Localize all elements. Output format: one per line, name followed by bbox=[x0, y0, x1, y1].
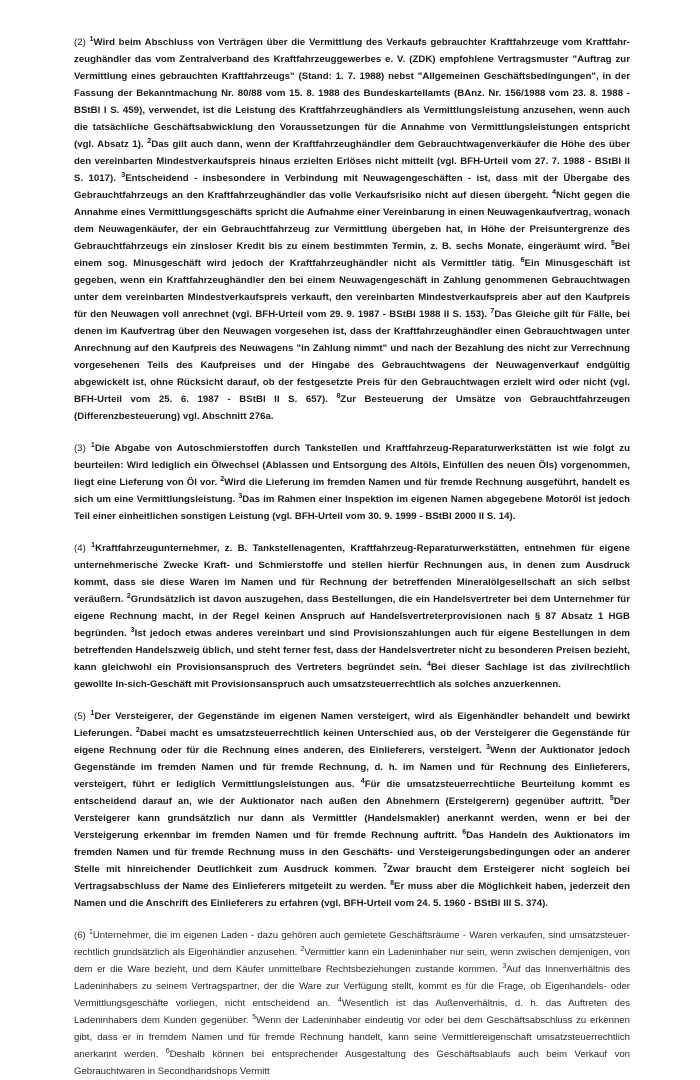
sentence-text: Ist jedoch etwas anderes vereinbart und sind Provisionszahlungen auch für eigene Bestellungen in dem betreffenden Handelszweig üblich, und steht ferner fest, dass der Handelsvertreter nicht zu besonderen Preisen bezieht, kann gleichwohl ein Provisionsanspruch des Vertreters begründet sein. bbox=[74, 628, 630, 673]
sentence-text: Entscheidend - insbesondere in Verbindung mit Neuwagengeschäften - ist, dass mit der Übergabe des Gebrauchtfahrzeugs an den Kraftfahrzeughändler das volle Verkaufsrisiko nicht auf diesen übergeht. bbox=[74, 173, 630, 201]
sentence-number: 1 bbox=[91, 542, 96, 549]
sentence-text: Auf das Innenverhältnis des Ladeninhabers zu seinem Vertragspartner, der die Ware zur Verfügung stellt, kommt es für die Frage, ob Eigenhandels- oder Vermittlungsgeschäfte vorliegen, nicht entscheidend an. bbox=[74, 964, 631, 1009]
sentence-text: Der Versteigerer kann grundsätzlich nur dann als Vermittler (Handelsmakler) anerkannt werden, wenn er bei der Versteigerung erkennbar im fremden Namen und für fremde Rechnung auftritt. bbox=[74, 796, 630, 841]
sentence-number: 7 bbox=[490, 308, 495, 315]
sentence-number: 6 bbox=[165, 1048, 170, 1055]
sentence-number: 2 bbox=[126, 593, 131, 600]
sentence-number: 5 bbox=[610, 240, 615, 247]
paragraph-4 bbox=[74, 540, 630, 693]
paragraph-6 bbox=[74, 927, 630, 1080]
paragraph-number: (4) bbox=[74, 543, 86, 554]
sentence-text: Zwar braucht dem Ersteigerer nicht sogleich bei Vertragsabschluss der Name des Einlieferers mitgeteilt zu werden. bbox=[74, 864, 630, 892]
sentence-number: 2 bbox=[220, 476, 225, 483]
sentence-text: Wenn der Auktionator jedoch Gegenstände im fremden Namen und für fremde Rechnung, d. h. im Namen und für Rechnung des Einlieferers, versteigert, führt er lediglich Vermittlungsleistungen aus. bbox=[74, 745, 630, 790]
sentence-number: 1 bbox=[88, 929, 93, 936]
sentence-text: Das Handeln des Auktionators im fremden Namen und für fremde Rechnung muss in den Geschäfts- und Versteigerungsbedingungen oder an anderer Stelle mit hinreichender Deutlichkeit zum Ausdruck kommen. bbox=[74, 830, 631, 875]
sentence-text: Zur Besteuerung der Umsätze von Gebrauchtfahrzeugen (Differenzbesteuerung) vgl. Abschnitt 276a. bbox=[74, 394, 630, 422]
paragraph-number: (3) bbox=[74, 443, 86, 454]
sentence-number: 6 bbox=[520, 257, 525, 264]
sentence-number: 3 bbox=[121, 172, 126, 179]
sentence-number: 2 bbox=[147, 138, 152, 145]
sentence-text: Wesentlich ist das Außenverhältnis, d. h. das Auftreten des Ladeninhabers dem Kunden gegenüber. bbox=[74, 998, 630, 1026]
sentence-number: 8 bbox=[390, 880, 395, 887]
sentence-text: Das Gleiche gilt für Fälle, bei denen im Kaufvertrag über den Neuwagen vorgesehen ist, dass der Kraftfahrzeughändler einen Gebrauchtwagen unter Anrechnung auf den Kaufpreis des Neuwagens "in Zahlung nimmt" und nach der Bezahlung des nicht zur Verrechnung vorgesehenen Teils des Kaufpreises und der Hingabe des Gebrauchtwagens der Neuwagenverkauf endgültig abgewickelt ist, ohne Rücksicht darauf, ob der festgesetzte Preis für den Gebrauchtwagen erzielt wird oder nicht (vgl. BFH-Urteil vom 25. 6. 1987 - BStBl II S. 657). bbox=[74, 309, 630, 405]
sentence-text: Dabei macht es umsatzsteuerrechtlich keinen Unterschied aus, ob der Versteigerer die Gegenstände für eigene Rechnung oder für die Rechnung eines anderen, des Einlieferers, versteigert. bbox=[74, 728, 631, 756]
sentence-number: 1 bbox=[90, 442, 95, 449]
paragraph-2 bbox=[74, 34, 630, 425]
sentence-text: Vermittler kann ein Ladeninhaber nur sein, wenn zwischen demjenigen, von dem er die Ware bezieht, und dem Käufer unmittelbare Rechtsbeziehungen zustande kommen. bbox=[74, 947, 630, 975]
sentence-text: Das im Rahmen einer Inspektion im eigenen Namen abgegebene Motoröl ist jedoch Teil einer einheitlichen sonstigen Leistung (vgl. BFH-Urteil vom 30. 9. 1999 - BStBl 2000 II S. 14). bbox=[74, 494, 630, 522]
paragraph-number: (5) bbox=[74, 711, 86, 722]
sentence-number: 2 bbox=[135, 727, 140, 734]
sentence-text: Kraftfahrzeugunternehmer, z. B. Tankstellenagenten, Kraftfahrzeug-Reparaturwerkstätten, entnehmen für eigene unternehmerische Zwecke Kraft- und Schmierstoffe und stellen hierfür Rechnungen aus, in denen zum Ausdruck kommt, dass sie diese Waren im Namen und für Rechnung der betreffenden Mineralölgesellschaft an sich selbst veräußern. bbox=[74, 543, 630, 605]
sentence-number: 4 bbox=[426, 661, 431, 668]
sentence-text: Bei dieser Sachlage ist das zivilrechtlich gewollte In-sich-Geschäft mit Provisionsanspruch auch umsatzsteuerrechtlich als solches anzuerkennen. bbox=[74, 662, 631, 690]
sentence-text: Wird die Lieferung im fremden Namen und für fremde Rechnung ausgeführt, handelt es sich um eine Vermittlungsleistung. bbox=[74, 477, 630, 505]
paragraph-3 bbox=[74, 440, 630, 525]
sentence-text: Das gilt auch dann, wenn der Kraftfahrzeughändler dem Gebrauchtwagenverkäufer die Höhe des über den vereinbarten Mindestverkaufspreis hinaus erzielten Erlöses nicht mitteilt (vgl. BFH-Urteil vom 27. 7. 1988 - BStBl II S. 1017). bbox=[74, 139, 630, 184]
sentence-number: 3 bbox=[238, 493, 243, 500]
sentence-text: Ein Minusgeschäft ist gegeben, wenn ein Kraftfahrzeughändler den bei einem Neuwagengeschäft in Zahlung genommenen Gebrauchtwagen unter dem vereinbarten Mindestverkaufspreis verkauft, den vereinbarten Mindestverkaufspreis aber auf den Kaufpreis für den Neuwagen voll anrechnet (vgl. BFH-Urteil vom 29. 9. 1987 - BStBl 1988 II S. 153). bbox=[74, 258, 631, 320]
paragraph-number: (2) bbox=[74, 37, 86, 48]
sentence-text: Wenn der Ladeninhaber eindeutig vor oder bei dem Geschäftsabschluss zu erkennen gibt, dass er in fremdem Namen und für fremde Rechnung handelt, kann seine Vermittlereigenschaft umsatzsteuerrechtlich anerkannt werden. bbox=[74, 1015, 630, 1060]
sentence-number: 3 bbox=[502, 963, 507, 970]
sentence-text: Er muss aber die Möglichkeit haben, jederzeit den Namen und die Anschrift des Einlieferers zu erfahren (vgl. BFH-Urteil vom 24. 5. 1960 - BStBl III S. 374). bbox=[74, 881, 630, 909]
sentence-number: 5 bbox=[609, 795, 614, 802]
sentence-number: 8 bbox=[336, 393, 341, 400]
sentence-text: Der Versteigerer, der Gegenstände im eigenen Namen versteigert, wird als Eigenhändler behandelt und bewirkt Lieferungen. bbox=[74, 711, 630, 739]
sentence-number: 1 bbox=[90, 710, 95, 717]
sentence-number: 2 bbox=[300, 946, 305, 953]
sentence-text: Deshalb können bei entsprechender Ausgestaltung des Geschäftsablaufs auch beim Verkauf von Gebrauchtwaren in Secondhandshops Vermitt bbox=[74, 1049, 630, 1077]
sentence-text: Unternehmer, die im eigenen Laden - dazu gehören auch gemietete Geschäftsräume - Waren verkaufen, sind umsatzsteuerrechtlich grundsätzlich als Eigenhändler anzusehen. bbox=[74, 930, 630, 958]
sentence-text: Grundsätzlich ist davon auszugehen, dass Bestellungen, die ein Handelsvertreter bei dem Unternehmer für eigene Rechnung macht, in der Regel keinen Anspruch auf Handelsvertreterprovisionen nach § 87 Absatz 1 HGB begründen. bbox=[74, 594, 631, 639]
sentence-number: 3 bbox=[130, 627, 135, 634]
sentence-number: 4 bbox=[337, 997, 342, 1004]
sentence-number: 4 bbox=[552, 189, 557, 196]
sentence-text: Die Abgabe von Autoschmierstoffen durch Tankstellen und Kraftfahrzeug-Reparaturwerkstätten ist wie folgt zu beurteilen: Wird lediglich ein Ölwechsel (Ablassen und Entsorgung des Altöls, Einfüllen des neuen Öls) vorgenommen, liegt eine Lieferung von Öl vor. bbox=[74, 443, 631, 488]
sentence-number: 6 bbox=[462, 829, 467, 836]
sentence-number: 7 bbox=[383, 863, 388, 870]
sentence-text: Für die umsatzsteuerrechtliche Beurteilung kommt es entscheidend darauf an, wie der Auktionator nach außen den Abnehmern (Ersteigerern) gegenüber auftritt. bbox=[74, 779, 630, 807]
paragraph-5 bbox=[74, 708, 630, 912]
sentence-text: Bei einem sog. Minusgeschäft wird jedoch der Kraftfahrzeughändler nicht als Vermittler tätig. bbox=[74, 241, 630, 269]
sentence-text: Nicht gegen die Annahme eines Vermittlungsgeschäfts spricht die Aufnahme einer Vereinbarung in einen Neuwagenkaufvertrag, wonach dem Neuwagenkäufer, der ein Gebrauchtfahrzeug zur Vermittlung übergeben hat, in Höhe der Preisuntergrenze des Gebrauchtfahrzeugs ein zinsloser Kredit bis zu einem bestimmten Termin, z. B. sechs Monate, eingeräumt wird. bbox=[74, 190, 630, 252]
sentence-text: Wird beim Abschluss von Verträgen über die Vermittlung des Verkaufs gebrauchter Kraftfahrzeuge vom Kraftfahrzeughändler das vom Zentralverband des Kraftfahrzeuggewerbes e. V. (ZDK) empfohlene Vertragsmuster "Auftrag zur Vermittlung eines gebrauchten Kraftfahrzeugs" (Stand: 1. 7. 1988) nebst "Allgemeinen Geschäftsbedingungen", in der Fassung der Bekanntmachung Nr. 80/88 vom 15. 8. 1988 des Bundeskartellamts (BAnz. Nr. 156/1988 vom 23. 8. 1988 - BStBl I S. 459), verwendet, ist die Leistung des Kraftfahrzeughändlers als Vermittlungsleistung anzusehen, wenn auch die tatsächliche Geschäftsabwicklung den Voraussetzungen für die Annahme von Vermittlungsleistungen entspricht (vgl. Absatz 1). bbox=[74, 37, 630, 150]
sentence-number: 1 bbox=[89, 36, 94, 43]
sentence-number: 5 bbox=[252, 1014, 257, 1021]
paragraph-number: (6) bbox=[74, 930, 86, 941]
sentence-number: 3 bbox=[486, 744, 491, 751]
sentence-number: 4 bbox=[360, 778, 365, 785]
